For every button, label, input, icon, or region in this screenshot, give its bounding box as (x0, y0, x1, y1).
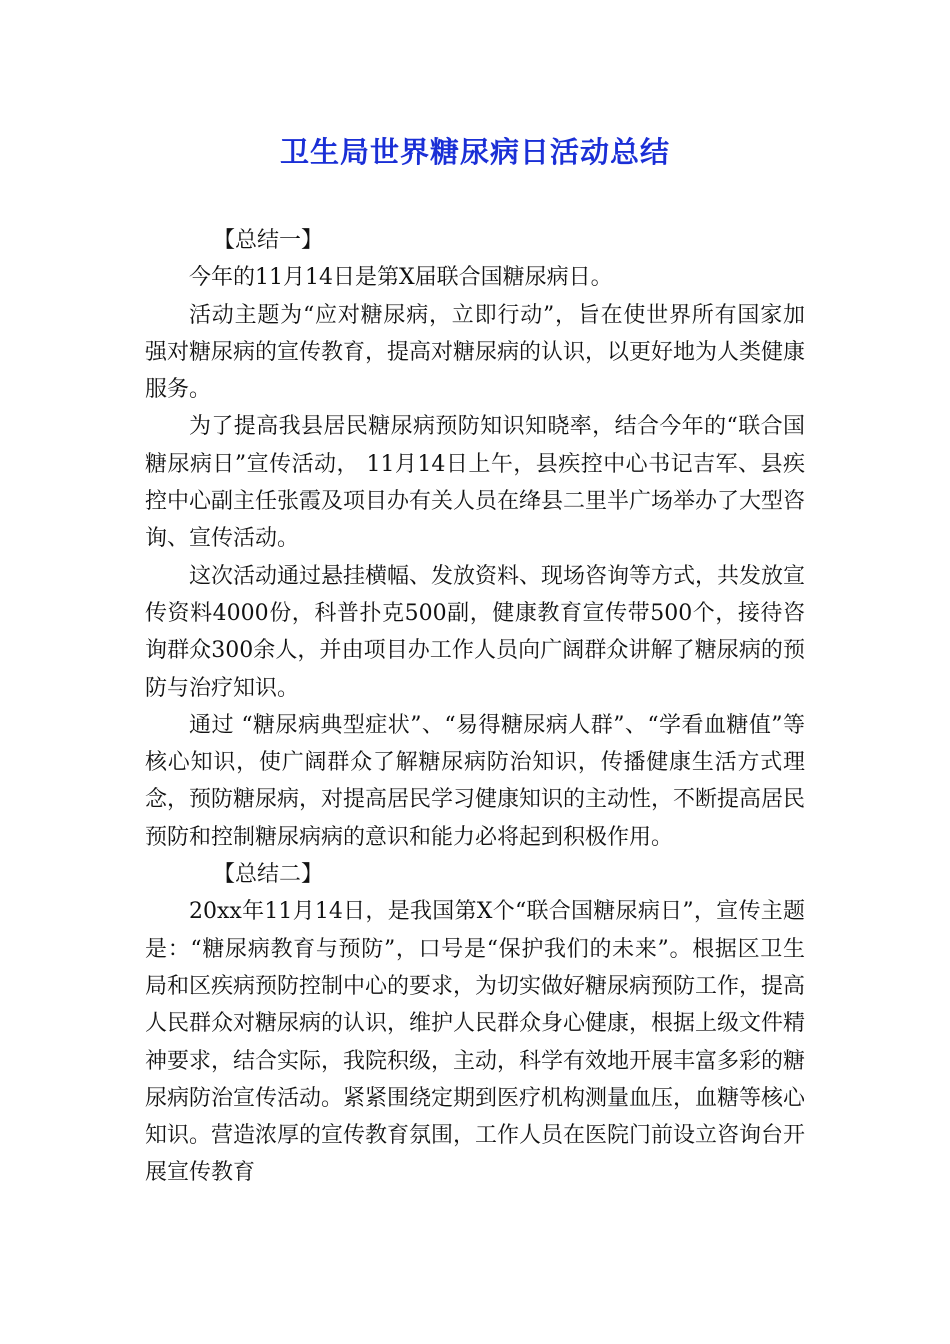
document-title: 卫生局世界糖尿病日活动总结 (279, 135, 670, 169)
paragraph: 今年的11月14日是第X届联合国糖尿病日。 (189, 265, 613, 291)
paragraph: 这次活动通过悬挂横幅、发放资料、现场咨询等方式，共发放宣传资料4000份，科普扑克500副，健康教育宣传带500个，接待咨询群众300余人，并由项目办工作人员向广阔群众讲解了糖尿病的预防与治疗知识。 (145, 563, 806, 701)
paragraph: 20xx年11月14日，是我国第X个“联合国糖尿病日”，宣传主题是：“糖尿病教育与预防”，口号是“保护我们的未来”。根据区卫生局和区疾病预防控制中心的要求，为切实做好糖尿病预防工作，提高人民群众对糖尿病的认识，维护人民群众身心健康，根据上级文件精神要求，结合实际，我院积级，主动，科学有效地开展丰富多彩的糖尿病防治宣传活动。紧紧围绕定期到医疗机构测量血压，血糖等核心知识。营造浓厚的宣传教育氛围，工作人员在医院门前设立咨询台开展宣传教育 (145, 899, 806, 1186)
section-heading-1: 【总结一】 (213, 228, 324, 253)
section-heading-2: 【总结二】 (213, 862, 324, 888)
paragraph: 通过 “糖尿病典型症状”、“易得糖尿病人群”、“学看血糖值”等核心知识，使广阔群众了解糖尿病防治知识，传播健康生活方式理念，预防糖尿病，对提高居民学习健康知识的主动性，不断提高居民预防和控制糖尿病病的意识和能力必将起到积极作用。 (145, 712, 806, 850)
paragraph: 为了提高我县居民糖尿病预防知识知晓率，结合今年的“联合国糖尿病日”宣传活动， 11月14日上午，县疾控中心书记吉军、县疾控中心副主任张霞及项目办有关人员在绛县二里半广场举办了大型咨询、宣传活动。 (145, 414, 806, 552)
paragraph: 活动主题为“应对糖尿病，立即行动”，旨在使世界所有国家加强对糖尿病的宣传教育，提高对糖尿病的认识，以更好地为人类健康服务。 (145, 302, 806, 403)
document-body (145, 222, 805, 1192)
